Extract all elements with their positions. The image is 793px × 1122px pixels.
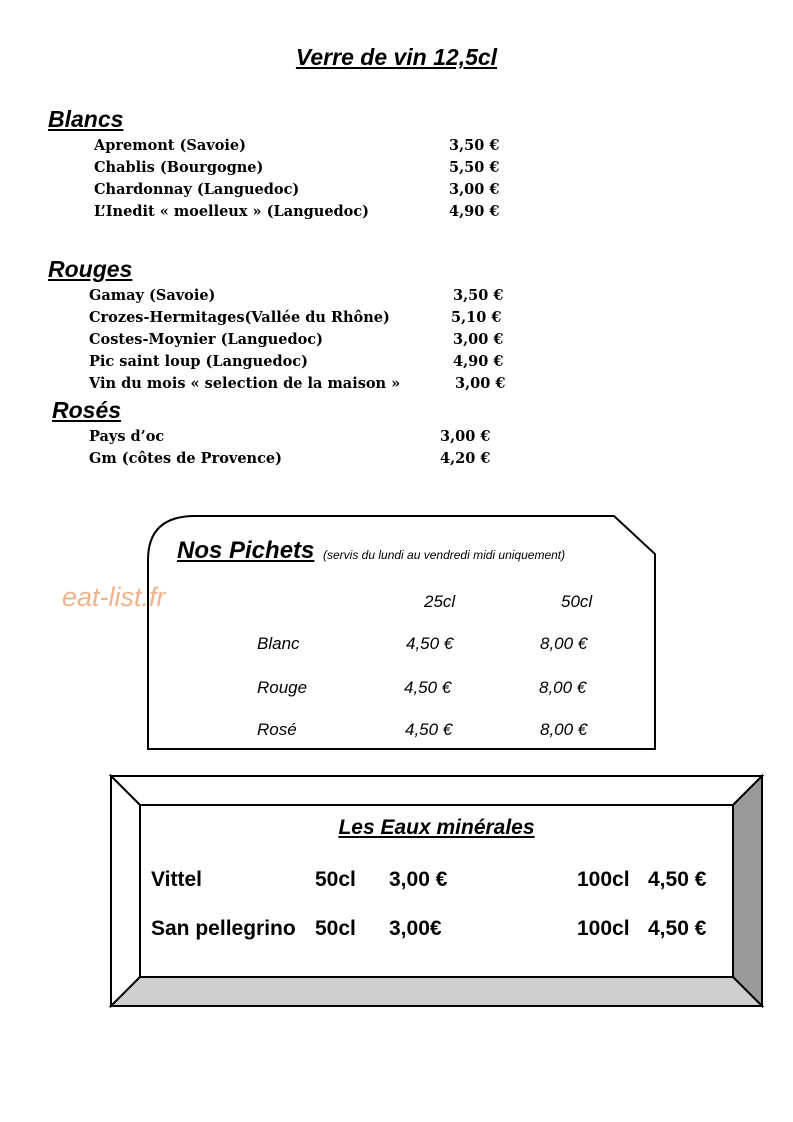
wine-price: 4,90 € bbox=[453, 353, 504, 370]
wine-price: 3,00 € bbox=[440, 428, 491, 445]
wine-name: Crozes-Hermitages(Vallée du Rhône) bbox=[89, 309, 390, 326]
pichet-price-25: 4,50 € bbox=[406, 634, 454, 653]
wine-price: 5,50 € bbox=[449, 159, 500, 176]
wine-price: 3,00 € bbox=[455, 375, 506, 392]
pichets-col-50: 50cl bbox=[561, 592, 593, 611]
wine-name: Chardonnay (Languedoc) bbox=[94, 181, 300, 198]
eaux-heading: Les Eaux minérales bbox=[338, 816, 535, 839]
pichet-label: Rosé bbox=[257, 720, 297, 739]
page-title: Verre de vin 12,5cl bbox=[295, 44, 498, 70]
section-heading-roses: Rosés bbox=[52, 397, 122, 423]
wine-price: 5,10 € bbox=[451, 309, 502, 326]
eau-size-1: 50cl bbox=[315, 917, 356, 940]
wine-name: L’Inedit « moelleux » (Languedoc) bbox=[94, 203, 370, 220]
wine-name: Pic saint loup (Languedoc) bbox=[89, 353, 308, 370]
section-heading-blancs: Blancs bbox=[48, 106, 124, 132]
pichets-heading: Nos Pichets bbox=[177, 537, 315, 564]
pichets-subtitle: (servis du lundi au vendredi midi uniquement) bbox=[323, 548, 566, 562]
pichet-price-50: 8,00 € bbox=[540, 720, 588, 739]
wine-price: 4,20 € bbox=[440, 450, 491, 467]
wine-price: 3,00 € bbox=[449, 181, 500, 198]
eau-price-1: 3,00€ bbox=[389, 917, 442, 940]
eau-price-1: 3,00 € bbox=[389, 868, 448, 891]
wine-name: Vin du mois « selection de la maison » bbox=[89, 375, 401, 392]
wine-price: 3,00 € bbox=[453, 331, 504, 348]
wine-name: Apremont (Savoie) bbox=[94, 137, 246, 154]
wine-name: Gm (côtes de Provence) bbox=[89, 450, 283, 467]
pichet-price-50: 8,00 € bbox=[540, 634, 588, 653]
eau-price-2: 4,50 € bbox=[648, 917, 707, 940]
watermark: eat-list.fr bbox=[62, 582, 166, 612]
pichet-price-25: 4,50 € bbox=[404, 678, 452, 697]
wine-name: Costes-Moynier (Languedoc) bbox=[89, 331, 323, 348]
eau-size-1: 50cl bbox=[315, 868, 356, 891]
eau-name: Vittel bbox=[151, 868, 202, 891]
wine-name: Chablis (Bourgogne) bbox=[94, 159, 264, 176]
eau-size-2: 100cl bbox=[577, 917, 630, 940]
pichet-label: Blanc bbox=[257, 634, 300, 653]
eau-size-2: 100cl bbox=[577, 868, 630, 891]
eau-name: San pellegrino bbox=[151, 917, 296, 940]
pichet-label: Rouge bbox=[257, 678, 308, 697]
eau-price-2: 4,50 € bbox=[648, 868, 707, 891]
wine-name: Pays d’oc bbox=[89, 428, 165, 445]
pichet-price-25: 4,50 € bbox=[405, 720, 453, 739]
wine-price: 3,50 € bbox=[453, 287, 504, 304]
pichets-col-25: 25cl bbox=[424, 592, 456, 611]
wine-name: Gamay (Savoie) bbox=[89, 287, 216, 304]
section-heading-rouges: Rouges bbox=[48, 256, 133, 282]
pichet-price-50: 8,00 € bbox=[539, 678, 587, 697]
wine-price: 3,50 € bbox=[449, 137, 500, 154]
wine-price: 4,90 € bbox=[449, 203, 500, 220]
